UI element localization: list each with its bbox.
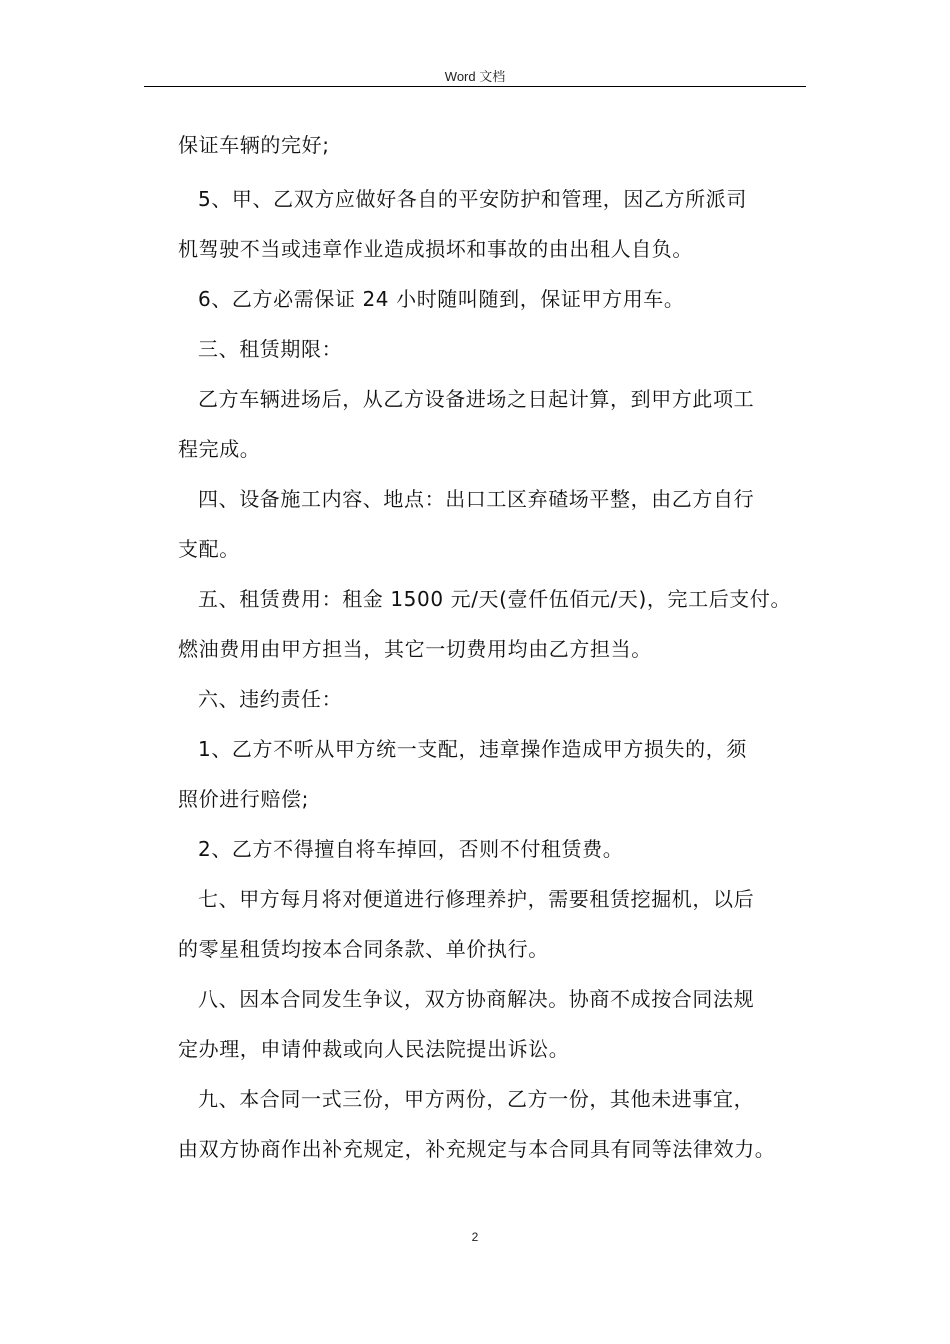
header-divider (144, 86, 806, 87)
text-line: 燃油费用由甲方担当，其它一切费用均由乙方担当。 (178, 637, 652, 661)
page-number: 2 (471, 1230, 479, 1244)
text-line: 支配。 (178, 537, 240, 561)
page-header: Word 文档 (444, 69, 506, 84)
text-line: 6、乙方必需保证 24 小时随叫随到，保证甲方用车。 (198, 287, 685, 311)
text-line: 的零星租赁均按本合同条款、单价执行。 (178, 937, 549, 961)
text-line: 2、乙方不得擅自将车掉回，否则不付租赁费。 (198, 837, 624, 861)
text-line: 八、因本合同发生争议，双方协商解决。协商不成按合同法规 (198, 987, 755, 1011)
section-heading: 六、违约责任： (198, 687, 343, 711)
text-line: 机驾驶不当或违章作业造成损坏和事故的由出租人自负。 (178, 237, 693, 261)
text-line: 照价进行赔偿; (178, 787, 309, 811)
text-line: 定办理，申请仲裁或向人民法院提出诉讼。 (178, 1037, 570, 1061)
text-line: 乙方车辆进场后，从乙方设备进场之日起计算，到甲方此项工 (198, 387, 755, 411)
text-line: 七、甲方每月将对便道进行修理养护，需要租赁挖掘机，以后 (198, 887, 755, 911)
text-line: 由双方协商作出补充规定，补充规定与本合同具有同等法律效力。 (178, 1137, 776, 1161)
section-heading: 三、租赁期限： (198, 337, 343, 361)
text-line: 1、乙方不听从甲方统一支配，违章操作造成甲方损失的，须 (198, 737, 747, 761)
text-line: 保证车辆的完好; (178, 133, 330, 157)
text-line: 四、设备施工内容、地点：出口工区弃碴场平整，由乙方自行 (198, 487, 755, 511)
text-line: 九、本合同一式三份，甲方两份，乙方一份，其他未进事宜， (198, 1087, 755, 1111)
text-line: 五、租赁费用：租金 1500 元/天(壹仟伍佰元/天)，完工后支付。 (198, 587, 792, 611)
text-line: 程完成。 (178, 437, 261, 461)
text-line: 5、甲、乙双方应做好各自的平安防护和管理，因乙方所派司 (198, 187, 747, 211)
